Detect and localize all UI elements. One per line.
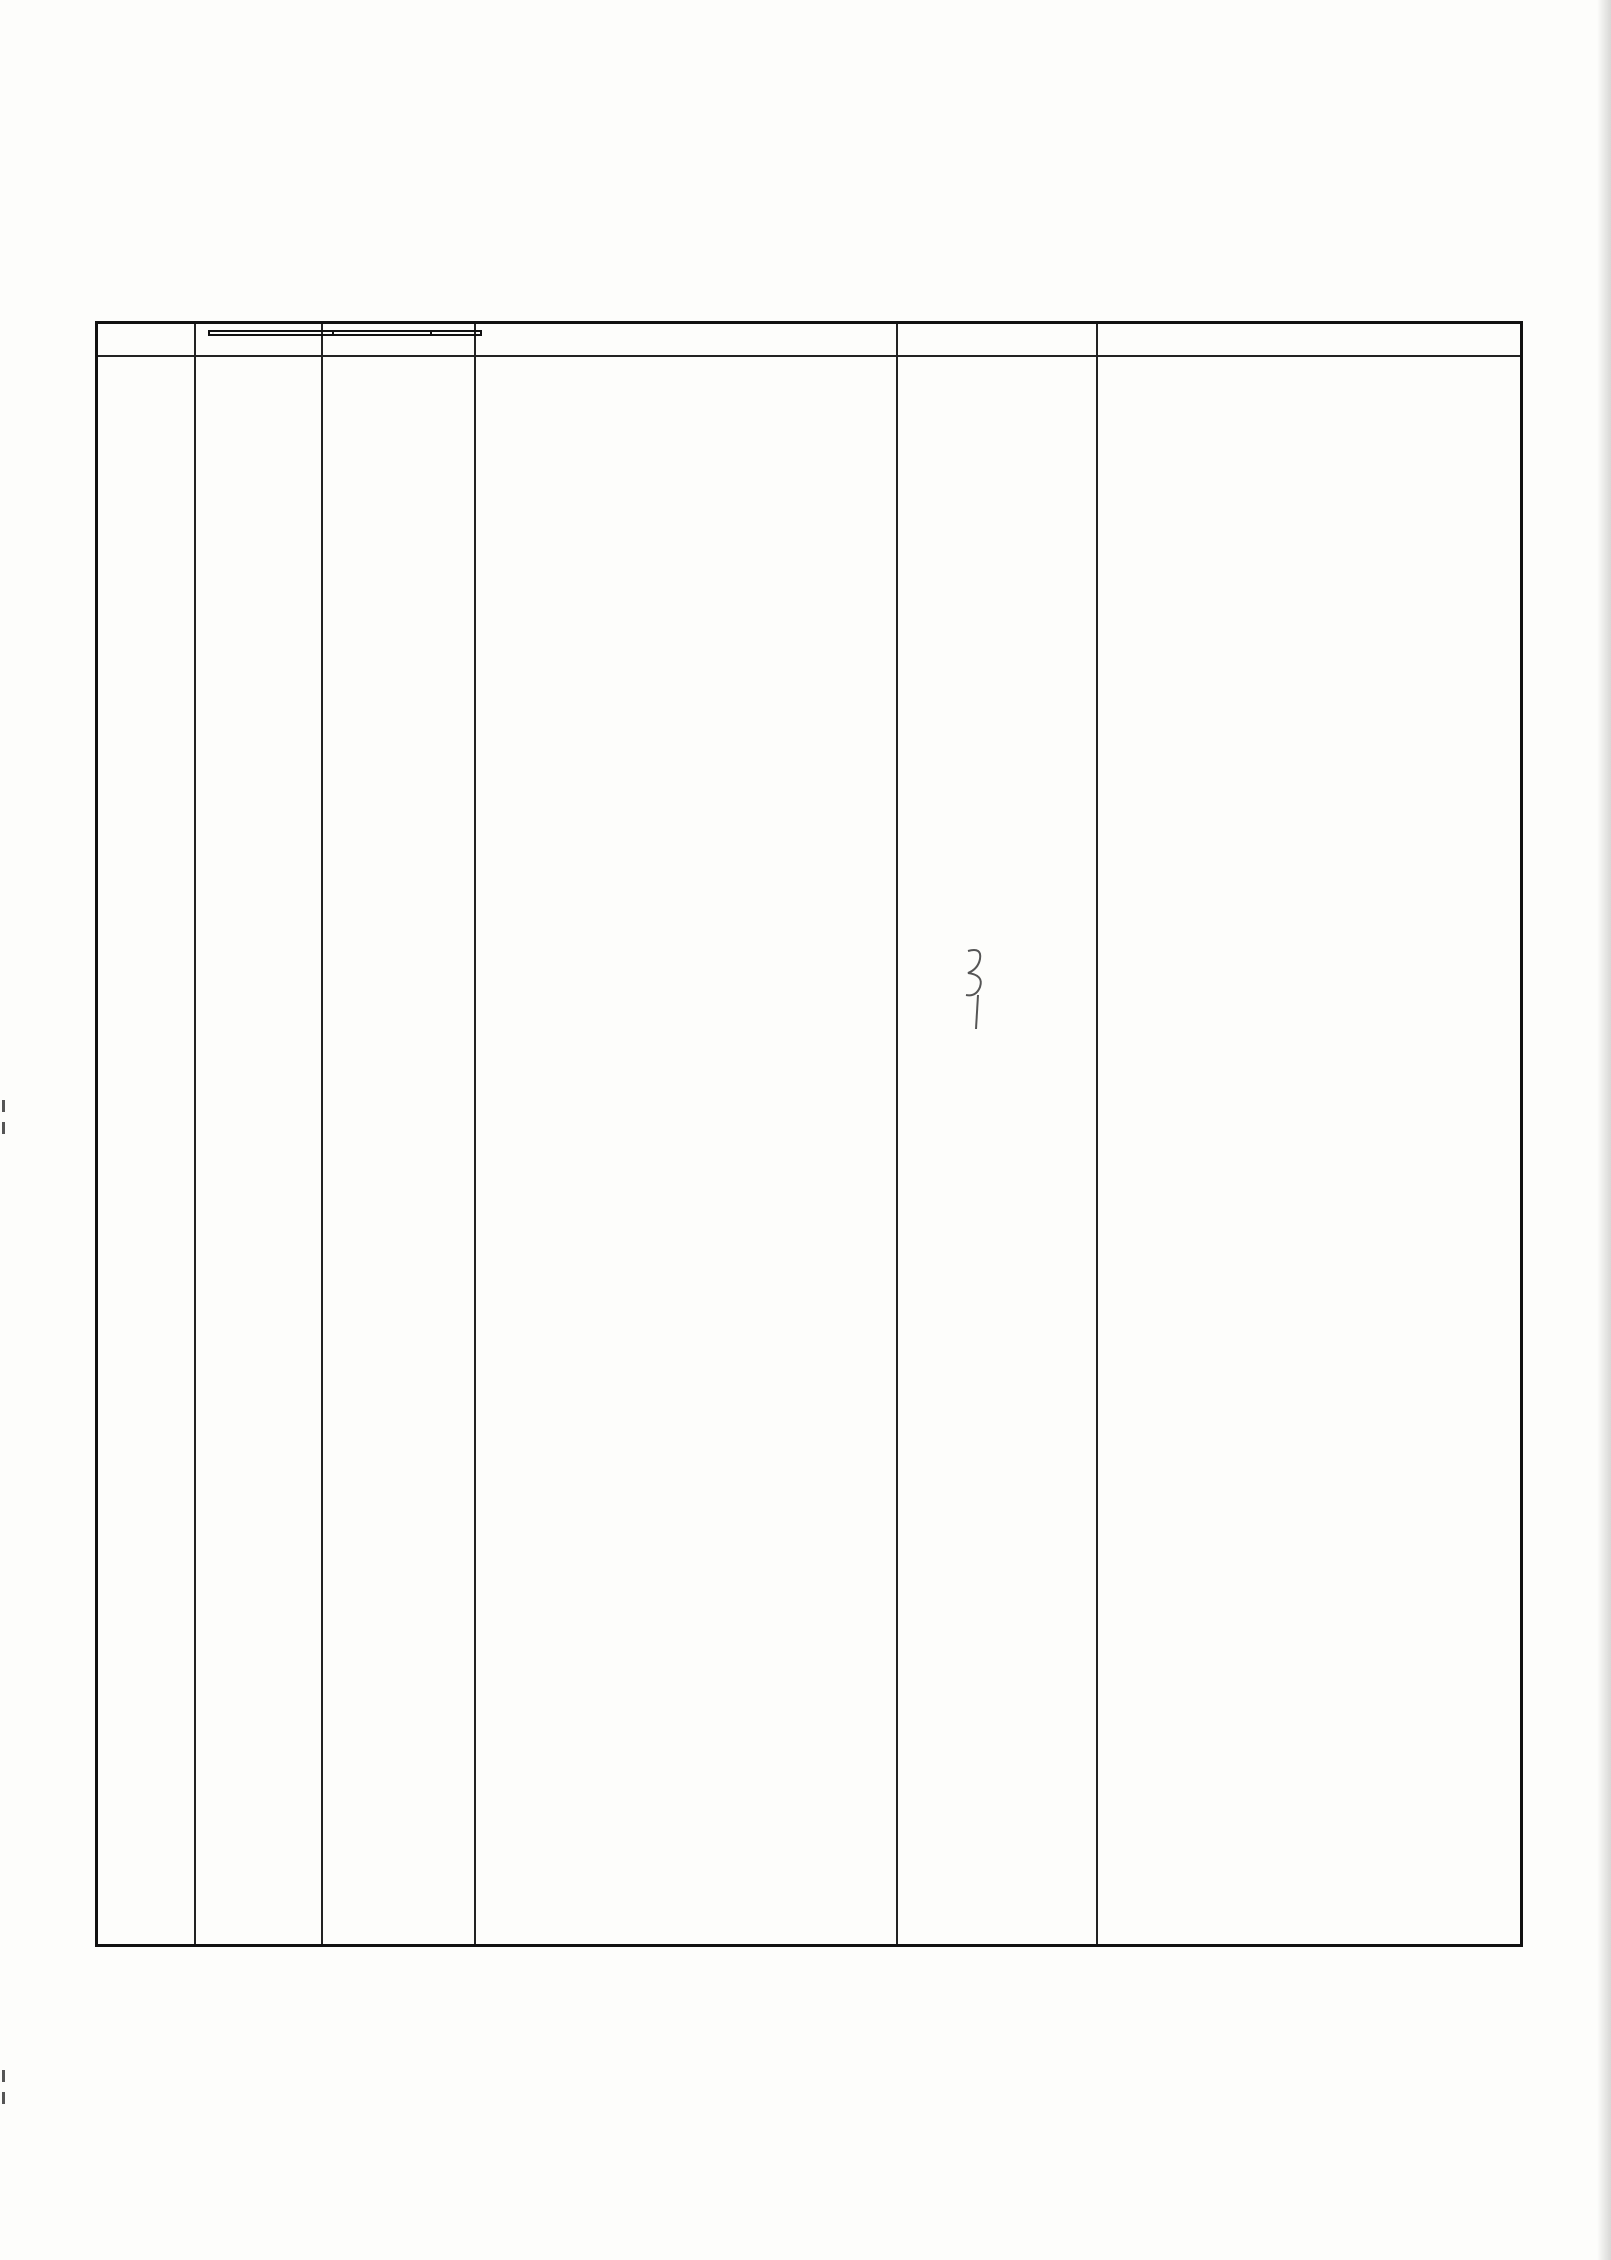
margin-mark bbox=[2, 2070, 5, 2082]
margin-mark bbox=[2, 1122, 5, 1134]
handwritten-scribble bbox=[958, 945, 998, 1035]
column-divider bbox=[896, 324, 898, 1944]
margin-mark bbox=[2, 1100, 5, 1112]
column-divider bbox=[1096, 324, 1098, 1944]
column-divider bbox=[194, 324, 196, 1944]
margin-mark bbox=[2, 2092, 5, 2104]
column-divider bbox=[474, 324, 476, 1944]
total-expense bbox=[332, 330, 482, 336]
total-label bbox=[98, 324, 196, 325]
column-header-purpose bbox=[1098, 324, 1611, 355]
column-divider bbox=[321, 324, 323, 1944]
ledger-table bbox=[95, 321, 1523, 1947]
column-header-date bbox=[98, 324, 196, 355]
table-header-row bbox=[98, 324, 1520, 357]
